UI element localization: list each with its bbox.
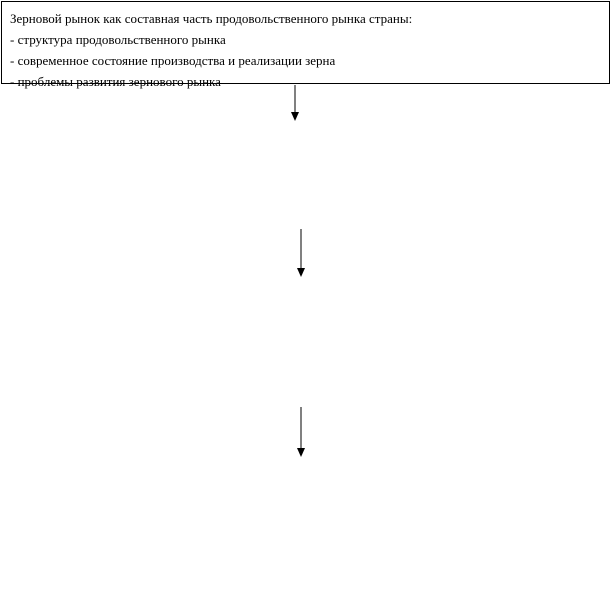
box-item-current-state: - современное состояние производства и реализации зерна (10, 53, 336, 68)
grain-market-topic-box (1, 1, 610, 89)
box-item-market-structure: - структура продовольственного рынка (10, 32, 226, 47)
arrow-down-icon (292, 229, 310, 277)
box-title: Зерновой рынок как составная часть продовольственного рынка страны: (10, 11, 413, 26)
box-item-development-problems: - проблемы развития зернового рынка (10, 74, 221, 89)
arrow-down-icon (286, 85, 304, 121)
arrow-down-icon (292, 407, 310, 457)
